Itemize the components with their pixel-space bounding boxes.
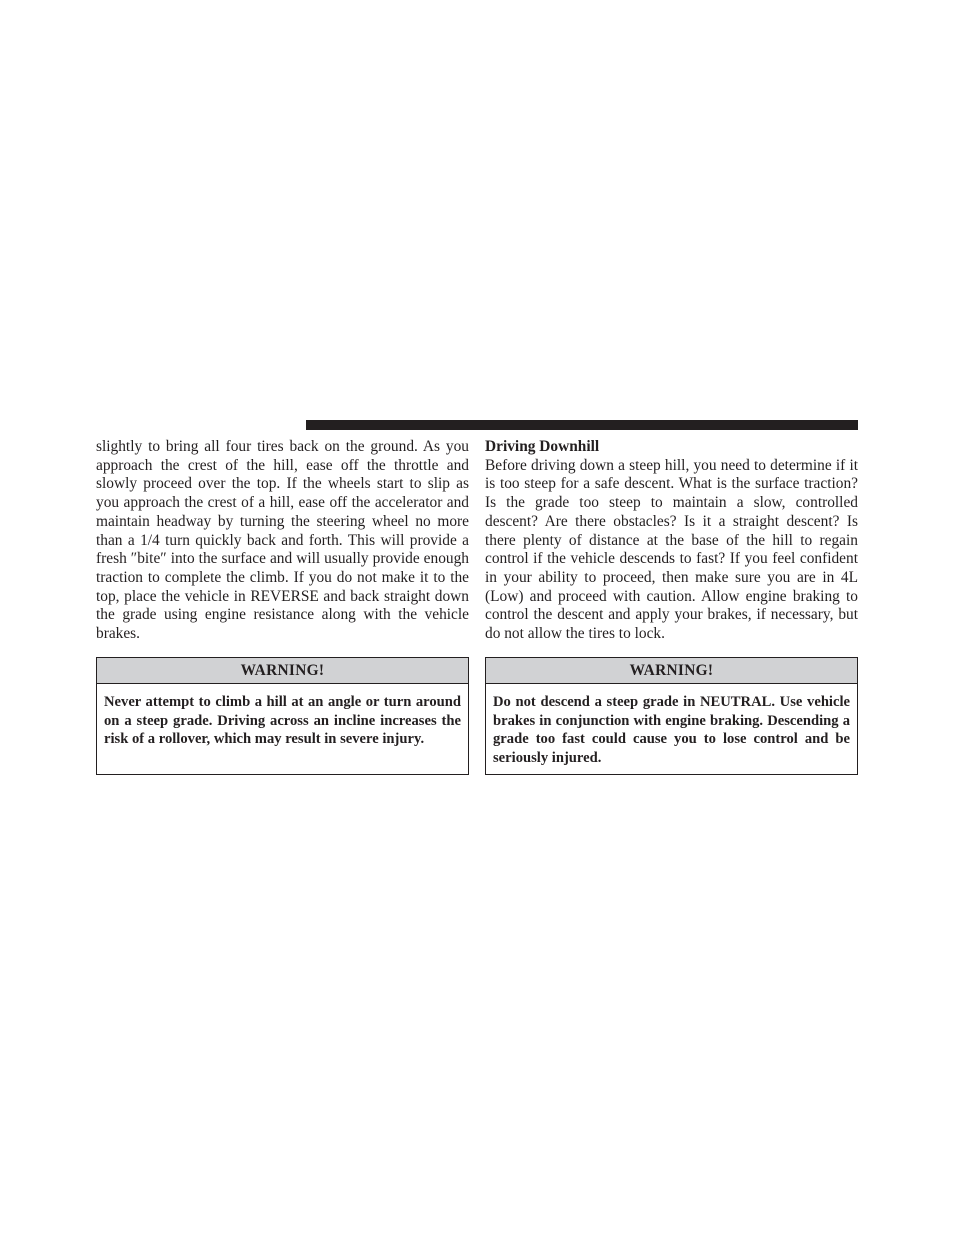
- warning-title: WARNING!: [97, 658, 468, 684]
- right-column: [485, 438, 858, 644]
- warning-text: Do not descend a steep grade in NEUTRAL. Use vehicle brakes in conjunction with engine braking. Descending a grade too fast could cause you to lose control and be seriously injured.: [493, 694, 850, 766]
- hill-climb-paragraph: slightly to bring all four tires back on the ground. As you approach the crest of the hill, ease off the throttle and slowly proceed over the top. If the wheels start to slip as you approach the crest of a hill, ease off the accelerator and maintain headway by turning the steering wheel no more than a 1/4 turn quickly back and forth. This will provide a fresh ″bite″ into the surface and will usually provide enough traction to complete the climb. If you do not make it to the top, place the vehicle in REVERSE and back straight down the grade using engine resistance along with the vehicle brakes.: [96, 438, 469, 643]
- left-column: [96, 438, 469, 644]
- section-header-bar: [306, 420, 858, 430]
- driving-downhill-heading: Driving Downhill: [485, 438, 600, 455]
- warning-text: Never attempt to climb a hill at an angle or turn around on a steep grade. Driving across an incline increases the risk of a rollover, which may result in severe injury.: [104, 694, 461, 748]
- warning-title: WARNING!: [486, 658, 857, 684]
- hill-climb-warning-box: [96, 657, 469, 775]
- driving-downhill-paragraph: Before driving down a steep hill, you need to determine if it is too steep for a safe descent. What is the surface traction? Is the grade too steep to maintain a slow, controlled descent? Are there obstacles? Is it a straight descent? Is there plenty of distance at the base of the hill to regain control if the vehicle descends to fast? If you feel confident in your ability to proceed, then make sure you are in 4L (Low) and proceed with caution. Allow engine braking to control the descent and apply your brakes, if necessary, but do not allow the tires to lock.: [485, 456, 858, 643]
- downhill-warning-box: [485, 657, 858, 775]
